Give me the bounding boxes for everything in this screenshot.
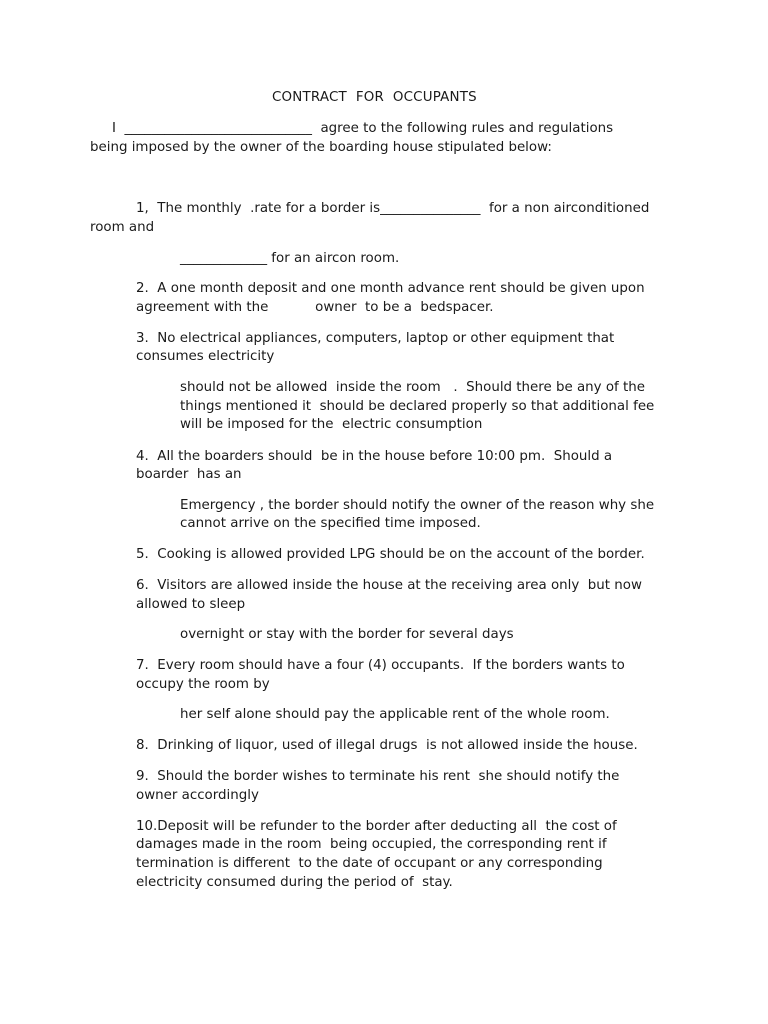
rule-4-line-1: 4. All the boarders should be in the house before 10:00 pm. Should a [136,449,613,464]
rule-1-continuation-1: _____________ for an aircon room. [180,251,400,266]
rule-7-line-1: 7. Every room should have a four (4) occupants. If the borders wants to [136,658,625,673]
rule-5-line-1: 5. Cooking is allowed provided LPG should be on the account of the border. [136,547,645,562]
rule-1-line-2: room and [90,220,155,235]
rule-4-line-2: boarder has an [136,467,242,482]
rule-7-line-2: occupy the room by [136,677,270,692]
rule-10-line-1: 10.Deposit will be refunder to the border after deducting all the cost of [136,819,617,834]
intro-line-2: being imposed by the owner of the boarding house stipulated below: [90,140,552,155]
rule-3-continuation-2: things mentioned it should be declared properly so that additional fee [180,399,655,414]
rule-10-line-4: electricity consumed during the period of stay. [136,875,453,890]
rule-10-line-3: termination is different to the date of occupant or any corresponding [136,856,603,871]
rule-6-line-2: allowed to sleep [136,597,246,612]
rule-8-line-1: 8. Drinking of liquor, used of illegal drugs is not allowed inside the house. [136,738,638,753]
rule-7-continuation-1: her self alone should pay the applicable rent of the whole room. [180,707,610,722]
rule-6-line-1: 6. Visitors are allowed inside the house at the receiving area only but now [136,578,642,593]
rule-1-line-1: 1, The monthly .rate for a border is_______________ for a non airconditioned [136,201,650,216]
rule-3-line-2: consumes electricity [136,349,275,364]
rule-4-continuation-2: cannot arrive on the specified time imposed. [180,516,481,531]
rule-2-line-1: 2. A one month deposit and one month advance rent should be given upon [136,281,645,296]
rule-3-line-1: 3. No electrical appliances, computers, laptop or other equipment that [136,331,615,346]
rule-10-line-2: damages made in the room being occupied, the corresponding rent if [136,837,607,852]
rule-9-line-1: 9. Should the border wishes to terminate his rent she should notify the [136,769,620,784]
intro-line-1: I ____________________________ agree to the following rules and regulations [112,121,614,136]
rule-3-continuation-1: should not be allowed inside the room . Should there be any of the [180,380,645,395]
rule-2-line-2: agreement with the owner to be a bedspacer. [136,300,494,315]
rule-9-line-2: owner accordingly [136,788,259,803]
rule-4-continuation-1: Emergency , the border should notify the owner of the reason why she [180,498,655,513]
document-title: CONTRACT FOR OCCUPANTS [272,90,477,105]
rule-6-continuation-1: overnight or stay with the border for several days [180,627,514,642]
rule-3-continuation-3: will be imposed for the electric consumption [180,417,483,432]
